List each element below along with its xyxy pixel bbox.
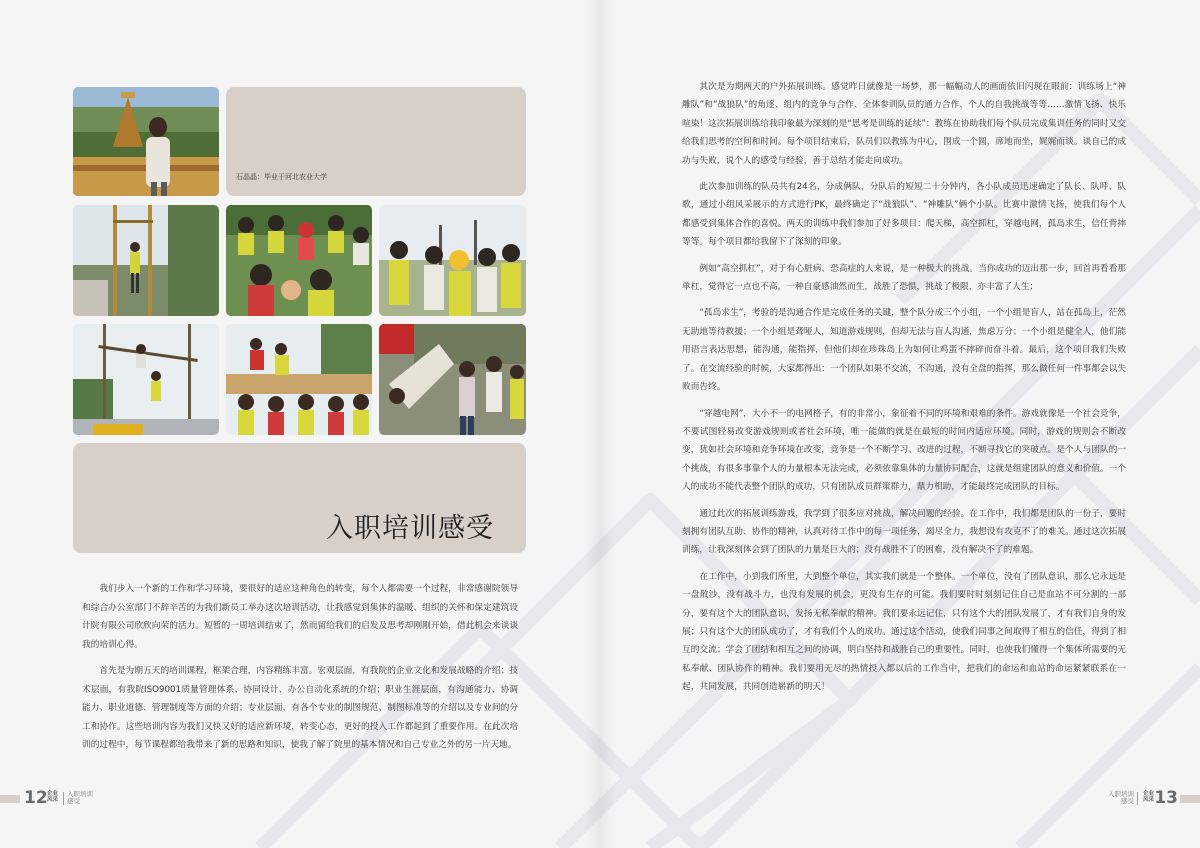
- folio-separator: [1137, 792, 1138, 805]
- paragraph: 在工作中，小到我们所里，大到整个单位，其实我们就是一个整体。一个单位，没有了团队意识，那么它永远是一盘散沙，没有战斗力，也没有发展的机会，更没有生存的可能。我们要时时刻刻记住自己是血站不可分割的一部分，要有这个大的团队意识，发扬无私奉献的精神。我们要永远记住，只有这个大的团队发展了，才有我们自身的发展；只有这个大的团队成功了，才有我们个人的成功。通过这个活动，使我们同事之间取得了相互的信任，得到了相互的交流；学会了团结和相互之间的协调，明白坚持和战胜自己的重要性。同时，也使我们懂得一个集体所需要的无私奉献、团队协作的精神。我们要用无尽的热情投入都以后的工作当中，把我们的命运和血站的命运紧紧联系在一起，共同发展，共同创造崭新的明天！: [682, 571, 1126, 693]
- paragraph: 例如“高空抓杠”，对于有心脏病、恐高症的人来说，是一种极大的挑战。当你成功的迈出那一步，回首再看看那单杠，觉得它一点也不高，一种自豪感油然而生，战胜了恐惧，挑战了极限，亦丰富了人生；: [682, 263, 1126, 293]
- page-number-left: 12: [24, 788, 48, 808]
- brand-line-1: 企业: [1142, 791, 1154, 797]
- left-column-text: [82, 580, 518, 763]
- caption-panel: [226, 87, 526, 196]
- article-title: 入职培训感受: [326, 513, 494, 544]
- page-number-right: 13: [1154, 788, 1178, 808]
- brand-line-2: 风采: [47, 797, 59, 803]
- section-line-1: 入职培训: [1108, 790, 1134, 798]
- folio-right: [1060, 788, 1200, 808]
- paragraph: 我们步入一个新的工作和学习环境，要很好的适应这种角色的转变，每个人都需要一个过程，非常感谢院领导和综合办公室部门不辞辛苦的为我们新员工举办这次培训活动，让我感觉到集体的温暖、组织的关怀和保定建筑设计院有限公司欣欣向荣的活力。短暂的一周培训结束了，然而留给我们的启发及思考却刚刚开始，借此机会来谈谈我的培训心得。: [82, 584, 518, 650]
- photo-group-3: [226, 324, 372, 435]
- right-column-text: [682, 78, 1126, 705]
- folio-section: [1108, 791, 1134, 805]
- photo-spider-web: [379, 324, 526, 435]
- title-panel: [73, 443, 526, 553]
- paragraph: 此次参加训练的队员共有24名，分成俩队，分队后的短短二十分钟内，各小队成员迅速确定了队长、队呼、队歌，通过小组风采展示的方式进行PK，最终确定了“战狼队”、“神雕队”俩个小队。比赛中激情飞扬，使我们每个人都感受到集体合作的喜悦。两天的训练中我们参加了好多项目：爬天梯，高空抓杠，穿越电网，孤岛求生，信任背摔等等。每个项目都给我留下了深刻的印象。: [682, 182, 1126, 248]
- section-line-2: 感受: [67, 797, 80, 805]
- paragraph: “孤岛求生”，考验的是沟通合作是完成任务的关键，整个队分成三个小组，一个小组是盲人，站在孤岛上，茫然无助地等待救援；一个小组是聋哑人，知道游戏规则，但却无法与盲人沟通，焦虑万分；一个小组是健全人，他们能用语言表达思想，能沟通，能指挥，但他们却在珍珠岛上为如何让鸡蛋不摔碎而奋斗着。最后，这个项目我们失败了。在交流经验的时候，大家都得出：一个团队如果不交流，不沟通，没有全盘的指挥，那么做任何一件事都会以失败而告终。: [682, 308, 1126, 393]
- photo-portrait: [73, 87, 219, 196]
- paragraph: 首先是为期五天的培训课程，框架合理，内容精练丰富。宏观层面，有我院的企业文化和发展战略的介绍；技术层面，有我院ISO9001质量管理体系、协同设计、办公自动化系统的介绍；职业生涯层面，有沟通能力、协调能力、职业道德、管理制度等方面的介绍；专业层面，有各个专业的制图规范、制图标准等的介绍以及专业间的分工和协作。这些培训内容为我们又快又好的适应新环境，转变心态，更好的投入工作都起到了重要作用。在此次培训的过程中，每节课程都给我带来了新的思路和知识，使我了解了院里的基本情况和自己专业之外的另一片天地。: [82, 666, 518, 750]
- photo-group-1: [226, 205, 372, 316]
- photo-caption: 石晶晶：毕业于河北农业大学: [236, 173, 327, 181]
- folio-separator: [63, 792, 64, 805]
- spine-shadow: [585, 0, 615, 848]
- photo-ropes-course-1: [73, 205, 219, 316]
- paragraph: 通过此次的拓展训练游戏，我学到了很多应对挑战，解决问题的经验。在工作中，我们都是团队的一份子，要时刻拥有团队互助、协作的精神，认真对待工作中的每一项任务，竭尽全力，我想没有攻克不了的难关。通过这次拓展训练，让我深刻体会到了团队的力量是巨大的；没有战胜不了的困难，没有解决不了的难题。: [682, 508, 1126, 556]
- paragraph: 其次是为期两天的户外拓展训练。感觉昨日就像是一场梦，那一幅幅动人的画面依旧闪现在眼前：训练场上“神雕队”和“战狼队”的角逐、组内的竞争与合作、全体参训队员的通力合作、个人的自我挑战等等……激情飞扬、快乐喧染！这次拓展训练给我印象最为深刻的是“思考是训练的延续”：教练在协助我们每个队员完成集训任务的同时又交给我们思考的空间和时间。每个项目结束后，队员们以教练为中心，围成一个圆，席地而坐，娓娓而谈。谈自己的成功与失败，说个人的感受与经验，善于总结才能走向成功。: [682, 82, 1126, 166]
- paragraph: “穿越电网”，大小不一的电网格子，有的非常小，象征着不同的环境和艰难的条件。游戏就像是一个社会竞争，不要试图轻易改变游戏规则或者社会环境，唯一能做的就是在最短的时间内适应环境。同时，游戏的规则会不断改变，犹如社会环境和竞争环境在改变，竞争是一个不断学习、改进的过程，不断寻找它的突破点。是个人与团队的一个挑战，有很多事靠个人的力量根本无法完成，必须依靠集体的力量协同配合，这就是组建团队的意义和价值。一个人的成功不能代表整个团队的成功，只有团队成员群策群力，鼎力相助，才能最终完成团队的目标。: [682, 408, 1126, 493]
- photo-group-2: [379, 205, 526, 316]
- brand-line-1: 企业: [47, 791, 59, 797]
- photo-high-pole: [73, 324, 219, 435]
- folio-brand: [47, 791, 58, 803]
- folio-bar: [0, 795, 20, 803]
- folio-bar: [1180, 795, 1200, 803]
- folio-left: [0, 788, 140, 808]
- folio-brand: [1143, 791, 1154, 803]
- section-line-1: 入职培训: [67, 790, 93, 798]
- brand-line-2: 风采: [1142, 797, 1154, 803]
- section-line-2: 感受: [1121, 797, 1134, 805]
- folio-section: [67, 791, 93, 805]
